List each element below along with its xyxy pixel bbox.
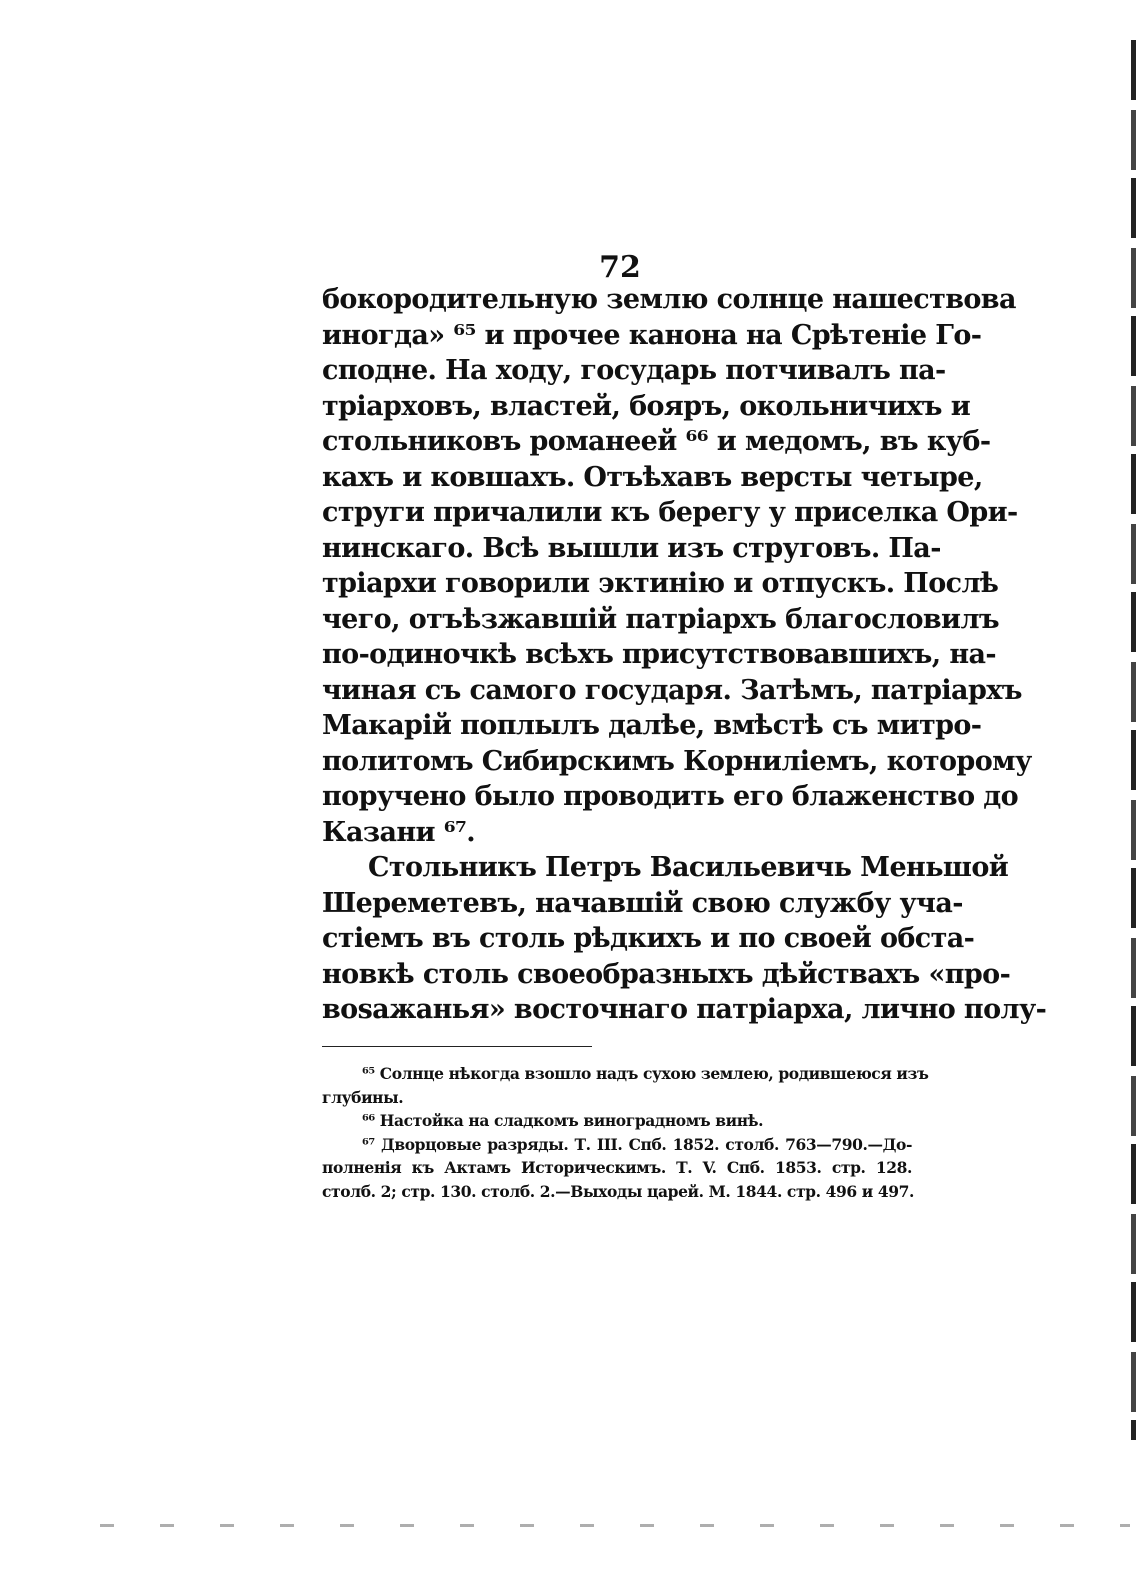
page-number: 72 [599, 250, 641, 285]
text-line: чего, отъѣзжавшій патріархъ благословилъ [322, 603, 999, 635]
text-line: по-одиночкѣ всѣхъ присутствовавшихъ, на- [322, 639, 997, 670]
text-line: сподне. На ходу, государь потчивалъ па- [322, 355, 946, 386]
scan-edge [1131, 40, 1136, 1440]
footnote-line: ⁶⁷ Дворцовые разряды. Т. III. Спб. 1852. столб. 763—790.—До- [362, 1134, 912, 1154]
footnote-line: глубины. [322, 1087, 404, 1107]
text-line: стіемъ въ столь рѣдкихъ и по своей обста- [322, 923, 975, 954]
text-line: иногда» ⁶⁵ и прочее канона на Срѣтеніе Го- [322, 319, 982, 351]
scan-bottom-marks [100, 1524, 1130, 1527]
text-line: поручено было проводить его блаженство до [322, 781, 1019, 812]
footnote-line: ⁶⁶ Настойка на сладкомъ виноградномъ винѣ. [362, 1111, 764, 1130]
footnote-line: ⁶⁵ Солнце нѣкогда взошло надъ сухою землею, родившеюся изъ [362, 1064, 929, 1083]
text-line: бокородительную землю солнце нашествова [322, 284, 1016, 315]
text-line: тріарховъ, властей, бояръ, окольничихъ и [322, 390, 971, 422]
text-line: нинскаго. Всѣ вышли изъ струговъ. Па- [322, 532, 941, 564]
text-line: Макарій поплылъ далѣе, вмѣстѣ съ митро- [322, 710, 982, 741]
text-line: стольниковъ романеей ⁶⁶ и медомъ, въ куб- [322, 426, 991, 457]
text-line: Шереметевъ, начавшій свою службу уча- [322, 887, 963, 919]
text-line: кахъ и ковшахъ. Отъѣхавъ версты четыре, [322, 461, 983, 493]
text-line: тріархи говорили эктинію и отпускъ. Послѣ [322, 568, 999, 599]
text-line: струги причалили къ берегу у приселка Ори- [322, 497, 1018, 528]
text-line: чиная съ самого государя. Затѣмъ, патріархъ [322, 674, 1022, 706]
text-line: политомъ Сибирскимъ Корниліемъ, которому [322, 745, 1032, 777]
text-line: Стольникъ Петръ Васильевичь Меньшой [368, 852, 1009, 883]
text-line: Казани ⁶⁷. [322, 816, 476, 848]
footnote-line: столб. 2; стр. 130. столб. 2.—Выходы царей. М. 1844. стр. 496 и 497. [322, 1181, 914, 1201]
footnotes [322, 1062, 929, 1203]
footnote-line: полненія къ Актамъ Историческимъ. Т. V. Спб. 1853. стр. 128. [322, 1158, 912, 1177]
text-line: воѕажанья» восточнаго патріарха, лично полу- [322, 994, 1047, 1025]
main-text [322, 282, 1047, 1028]
text-line: новкѣ столь своеобразныхъ дѣйствахъ «про- [322, 958, 1011, 990]
footnote-divider [322, 1046, 592, 1047]
